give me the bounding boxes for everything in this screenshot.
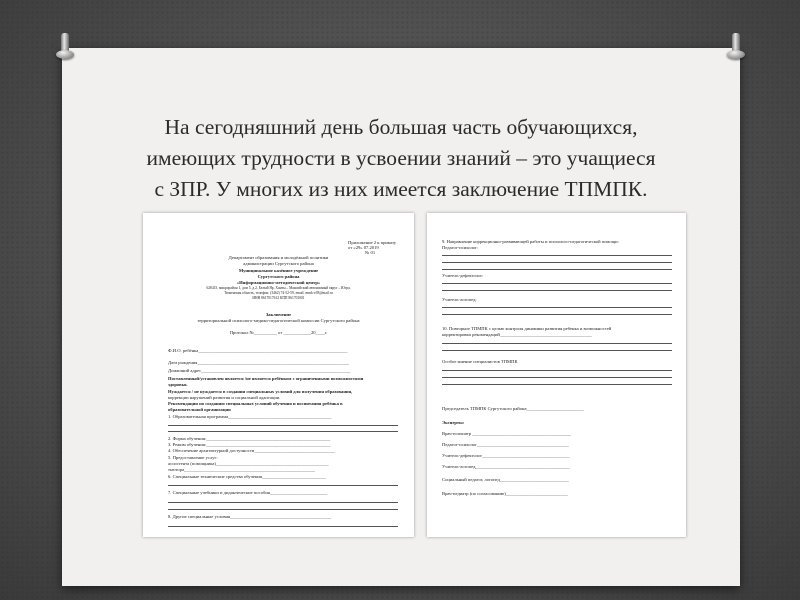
doc-title: Заключение [265,312,292,317]
org-line: ИНН 8617017612 КПП 861701001 [252,296,305,300]
field-line: Ф.И.О. ребёнка_________________________________________________________________ [168,348,348,353]
expert-line: Социальный педагог, логопед______________________________ [442,477,569,482]
blank-line [442,314,672,315]
expert-line: Учитель-дефектолог______________________________________ [442,453,570,458]
blank-line [168,502,398,503]
section-line: 10. Повторное ТПМПК с целью контроля динамики развития ребенка и возможностей [442,326,612,331]
experts-heading: Эксперты: [442,420,465,425]
pin-right-icon [727,33,745,59]
bold-line: здоровья. [168,382,188,387]
item-line: тьютора_________________________________________________________ [168,467,315,472]
item-line: 6. Специальные технические средства обучения____________________________ [168,474,327,479]
pin-left-icon [56,33,74,59]
bold-line: образовательной организации [168,407,231,412]
heading-line: На сегодняшний день большая часть обучающихся, [164,115,638,139]
expert-line: Учитель-логопед_________________________________________ [442,464,570,469]
bold-line: Поставленный/установлен является /не является ребёнком с ограниченными возможностями [168,376,364,381]
blank-line [442,290,672,291]
field-line: Домашний адрес_________________________________________________________________ [168,368,351,373]
item-line: 7. Специальные учебники и дидактические пособия_________________________ [168,490,328,495]
expert-line: Педагог-психолог________________________________________ [442,442,569,447]
blank-line [168,425,398,426]
org-line: Сургутского района [257,274,300,279]
org-line: Тюменская область, телефон: (3462) 74-52-59, email: mmk-e39@mail.ru [224,291,333,295]
heading-line: с ЗПР. У многих из них имеется заключение ТПМПК. [154,177,648,201]
appendix-line: Приложение 2 к приказу [348,240,397,245]
org-line: «Информационно-методический центр» [236,280,321,285]
blank-line [168,485,398,486]
expert-line: Врач-педиатр (по согласованию)___________________________ [442,491,568,496]
item-line: 8. Другие специальные условия____________________________________________ [168,514,332,519]
blank-line [442,307,672,308]
doc-subtitle: территориальной психолого-медико-педагогической комиссии Сургутского района [197,318,360,323]
item-line: 4. Обеспечение архитектурной доступности___________________________________ [168,448,335,453]
item-line: 5. Предоставление услуг: [168,455,218,460]
blank-line [442,262,672,263]
org-line: Департамент образования и молодёжной политики [228,255,329,260]
blank-line [442,370,672,371]
bold-line: Рекомендации по созданию специальных условий обучения и воспитания ребёнка в [168,401,343,406]
bold-line: Нуждается / не нуждается в создании специальных условий для получения образования, [168,389,353,394]
item-line: 3. Режим обучения:______________________________________________________ [168,442,331,447]
role-line: Учитель-дефектолог: [442,273,484,278]
document-page-left [143,213,414,537]
section-line: 9. Направление коррекционно-развивающей работы и психолого-педагогической помощи: [442,239,619,244]
org-line: 628415, микрорайон 1, дом 5, д.2, Белый Яр, Ханты – Мансийский автономный округ – Югра, [206,286,351,290]
role-line: Учитель-логопед: [442,297,477,302]
org-line: администрации Сургутского района [243,261,314,266]
blank-line [442,255,672,256]
field-line: Дата рождения__________________________________________________________________ [168,360,349,365]
blank-line [442,350,672,351]
role-line: Педагог-психолог: [442,245,479,250]
blank-line [168,509,398,510]
blank-line [168,526,398,527]
item-line: 1. Образовательная программа_____________________________________________ [168,414,332,419]
blank-line [442,343,672,344]
appendix-line: № 01 [365,250,376,255]
document-page-right [427,213,686,537]
blank-line [168,431,398,432]
org-line: Муниципальное казённое учреждение [238,268,319,273]
appendix-line: от «29» 07.2019 [348,245,379,250]
bold-line: коррекции нарушений развития и социальной адаптации. [168,395,281,400]
slide-heading [78,112,724,205]
expert-line: Врач-психиатр ___________________________________________ [442,431,571,436]
heading-line: имеющих трудности в усвоении знаний – это учащиеся [146,146,656,170]
blank-line [442,377,672,378]
item-line: ассистента (помощника)_________________________________________________ [168,461,329,466]
blank-line [442,283,672,284]
section-line: корректировки рекомендаций________________________________________ [442,332,592,337]
item-line: 2. Форма обучения:______________________________________________________ [168,436,331,441]
chair-line: Председатель ТПМПК Сургутского района_________________________ [442,406,584,411]
protocol-line: Протокол №__________ от ____________20____г. [229,330,328,335]
blank-line [442,269,672,270]
special-opinion: Особое мнение специалистов ТПМПК [442,359,518,364]
blank-line [442,384,672,385]
